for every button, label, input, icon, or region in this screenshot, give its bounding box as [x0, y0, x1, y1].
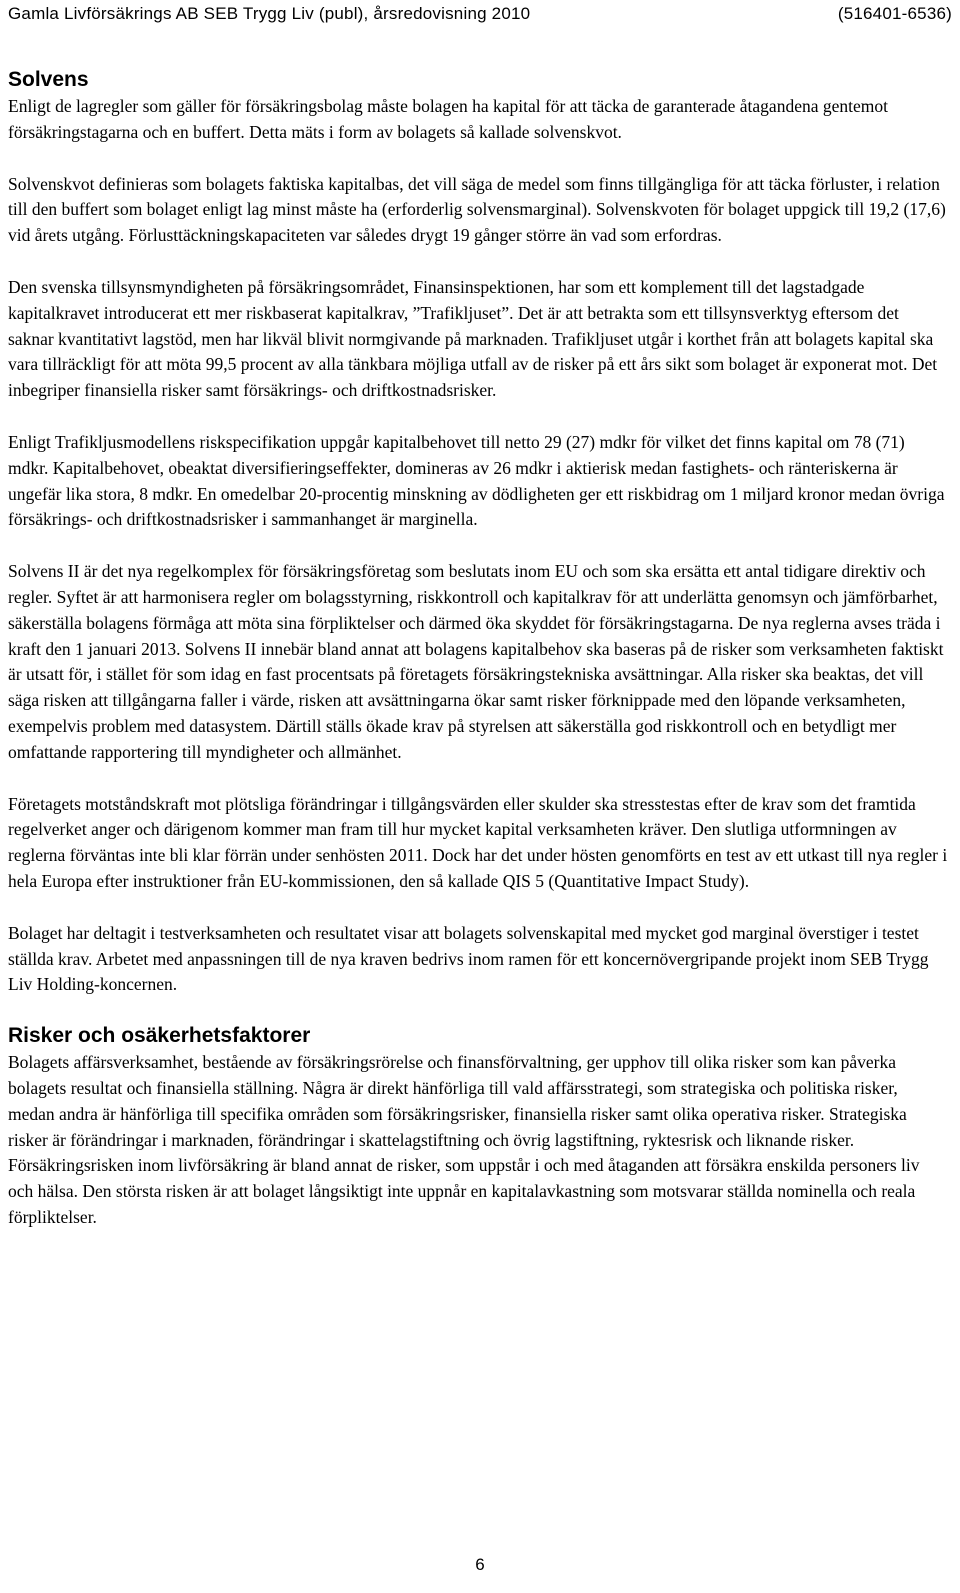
- paragraph: Den svenska tillsynsmyndigheten på försäkringsområdet, Finansinspektionen, har som ett komplement till det lagstadgade kapitalkravet introducerat ett mer riskbaserat kapitalkrav, ”Trafikljuset”. Det är att betrakta som ett tillsynsverktyg eftersom det saknar kvantitativt lagstöd, men har likväl blivit normgivande på marknaden. Trafikljuset utgår i korthet från att bolagets kapital ska vara tillräckligt för att möta 99,5 procent av alla tänkbara möjliga utfall av de risker på ett års sikt som bolaget är exponerat mot. Det inbegriper finansiella risker samt försäkrings- och driftkostnadsrisker.: [8, 276, 938, 401]
- heading-risker: Risker och osäkerhetsfaktorer: [8, 1024, 311, 1048]
- paragraph: Företagets motståndskraft mot plötsliga förändringar i tillgångsvärden eller skulder ska stresstestas efter de krav som det framtida regelverket anger och därigenom kommer man fram till hur mycket kapital verksamheten kräver. Den slutliga utformningen av reglerna förväntas inte bli klar förrän under senhösten 2011. Dock har det under hösten genomförts en test av ett utkast till nya regler i hela Europa efter instruktioner från EU-kommissionen, den så kallade QIS 5 (Quantitative Impact Study).: [8, 793, 948, 891]
- document-body: [8, 66, 948, 1257]
- header-title: Gamla Livförsäkrings AB SEB Trygg Liv (publ), årsredovisning 2010: [8, 4, 531, 23]
- paragraph: Bolagets affärsverksamhet, bestående av försäkringsrörelse och finansförvaltning, ger upphov till olika risker som kan påverka bolagets resultat och finansiella ställning. Några är direkt hänförliga till vald affärsstrategi, som strategiska och politiska risker, medan andra är hänförliga till specifika områden som försäkringsrisker, finansiella risker samt olika operativa risker. Strategiska risker är förändringar i marknaden, förändringar i skattelagstiftning och övrig lagstiftning, ryktesrisk och liknande risker. Försäkringsrisken inom livförsäkring är bland annat de risker, som uppstår i och med åtaganden att försäkra enskilda personers liv och hälsa. Den största risken är att bolaget långsiktigt inte uppnår en kapitalavkastning som motsvarar ställda nominella och reala förpliktelser.: [8, 1052, 920, 1227]
- paragraph: Solvens II är det nya regelkomplex för försäkringsföretag som beslutats inom EU och som ska ersätta ett antal tidigare direktiv och regler. Syftet är att harmonisera regler om bolagsstyrning, riskkontroll och kapitalkrav för att underlätta genomsyn och jämförbarhet, säkerställa bolagens förmåga att möta sina förpliktelser och därmed öka skyddet för försäkringstagarna. De nya reglerna avses träda i kraft den 1 januari 2013. Solvens II innebär bland annat att bolagens kapitalbehov ska baseras på de risker som verksamheten faktiskt är utsatt för, i stället för som idag en fast procentsats på företagets försäkringstekniska avsättningar. Alla risker ska beaktas, det vill säga risken att tillgångarna faller i värde, risken att avsättningarna ökar samt risker förknippade med den löpande verksamheten, exempelvis problem med datasystem. Därtill ställs ökade krav på styrelsen att säkerställa god riskkontroll och en betydligt mer omfattande rapportering till myndigheter och allmänhet.: [8, 561, 944, 762]
- heading-solvens: Solvens: [8, 68, 89, 91]
- header-org-number: (516401-6536): [837, 4, 952, 23]
- paragraph: Enligt Trafikljusmodellens riskspecifikation uppgår kapitalbehovet till netto 29 (27) mdkr för vilket det finns kapital om 78 (71) mdkr. Kapitalbehovet, obeaktat diversifieringseffekter, domineras av 26 mdkr i aktierisk medan fastighets- och ränteriskerna är ungefär lika stora, 8 mdkr. En omedelbar 20-procentig minskning av dödligheten ger ett riskbidrag om 1 miljard kronor medan övriga försäkrings- och driftkostnadsrisker i sammanhanget är marginella.: [8, 431, 945, 530]
- paragraph: Bolaget har deltagit i testverksamheten och resultatet visar att bolagets solvenskapital med mycket god marginal överstiger i testet ställda krav. Arbetet med anpassningen till de nya kraven bedrivs inom ramen för ett koncernövergripande projekt inom SEB Trygg Liv Holding-koncernen.: [8, 922, 929, 995]
- page-header: [8, 4, 952, 32]
- paragraph: Enligt de lagregler som gäller för försäkringsbolag måste bolagen ha kapital för att täcka de garanterade åtagandena gentemot försäkringstagarna och en buffert. Detta mäts i form av bolagets så kallade solvenskvot.: [8, 96, 888, 142]
- page-number: 6: [475, 1555, 485, 1574]
- paragraph: Solvenskvot definieras som bolagets faktiska kapitalbas, det vill säga de medel som finns tillgängliga för att täcka förluster, i relation till den buffert som bolaget enligt lag minst måste ha (erforderlig solvensmarginal). Solvenskvoten för bolaget uppgick till 19,2 (17,6) vid årets utgång. Förlusttäckningskapaciteten var således drygt 19 gånger större än vad som erfordras.: [8, 173, 946, 246]
